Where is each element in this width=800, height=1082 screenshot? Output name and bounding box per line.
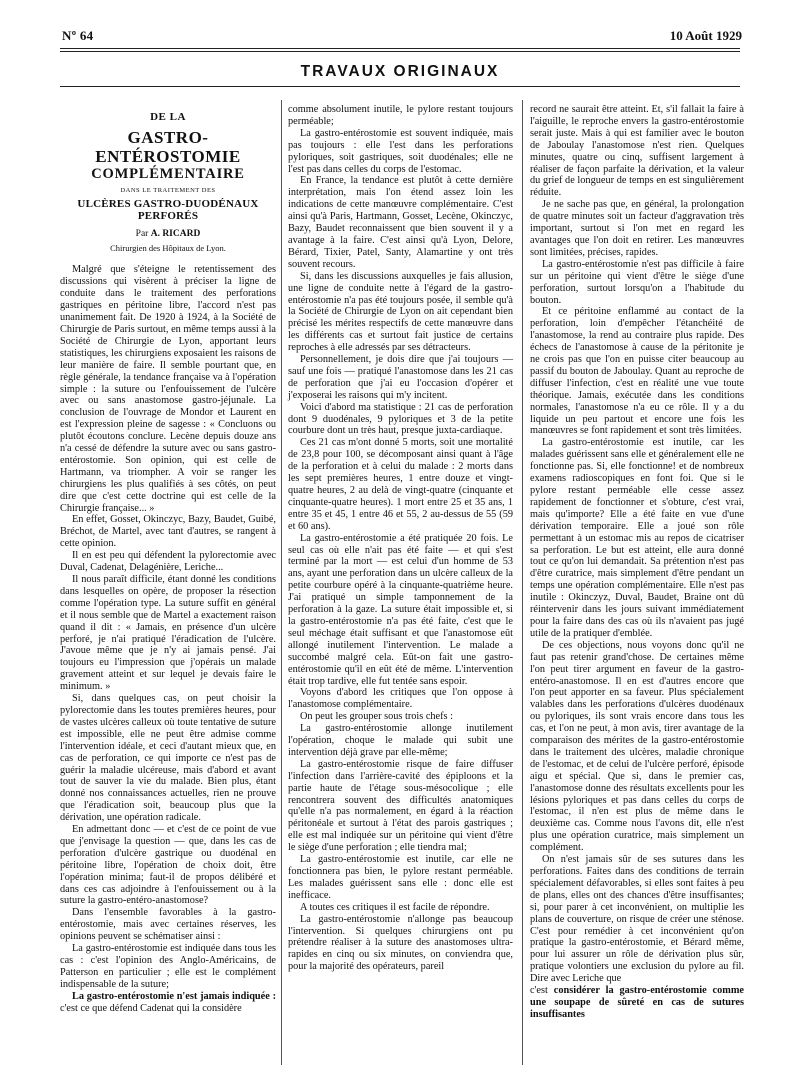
paragraph: La gastro-entérostomie n'est pas difficile à faire sur un péritoine qui vient d'être le siège d'une perforation, surtout lorsqu'on a l'habitude du bouton. bbox=[530, 258, 744, 306]
paragraph: La gastro-entérostomie risque de faire diffuser l'infection dans l'arrière-cavité des épiploons et la partie haute de l'étage sous-mésocolique ; elle rencontrera souvent des difficultés anatomiques qu'elle n'a pas normalement, en égard à la réaction péritonéale et surtout à l'état des parois gastriques ; elle est mal indiquée sur un péritoine qui vient d'être le siège d'une perforation ; elle tiendra mal; bbox=[288, 758, 513, 854]
paragraph: Il nous paraît difficile, étant donné les conditions dans lesquelles on opère, de proposer la résection comme l'opération type. La suture suffit en général et il nous semble que de Martel a exactement raison quand il dit : « Jamais, en présence d'un ulcère perforé, je n'ai pratiqué l'éradication de l'ulcère. J'avoue même que je n'y ai jamais pensé. J'ai toujours eu l'impression que j'opérais un malade gravement atteint et sur lequel je devais faire le minimum. » bbox=[60, 574, 276, 693]
issue-date: 10 Août 1929 bbox=[669, 28, 742, 43]
article-byline bbox=[60, 229, 276, 241]
author-affiliation: Chirurgien des Hôpitaux de Lyon. bbox=[110, 242, 226, 253]
byline-prefix: Par bbox=[135, 228, 149, 239]
article-heading bbox=[60, 112, 276, 254]
header-rule-top bbox=[60, 48, 740, 49]
paragraph: Voici d'abord ma statistique : 21 cas de perforation dont 9 duodénales, 9 pyloriques et 3 de la petite courbure dont un très haut, presque juxta-cardiaque. bbox=[288, 401, 513, 437]
paragraph: Voyons d'abord les critiques que l'on oppose à l'anastomose complémentaire. bbox=[288, 687, 513, 711]
column-divider-1 bbox=[281, 100, 282, 1065]
paragraph: Personnellement, je dois dire que j'ai toujours — sauf une fois — pratiqué l'anastomose dans les 21 cas de perforation que j'ai eu l'occasion d'opérer et j'exposerai les raisons qui m'y incitent. bbox=[288, 354, 513, 401]
column-2 bbox=[288, 104, 513, 973]
paragraph-text: c'est ce que défend Cadenat qui la considère bbox=[60, 1002, 242, 1014]
paragraph: En France, la tendance est plutôt à cette dernière interprétation, mais l'on étend assez loin les indications de cette manœuvre complémentaire. C'est ainsi qu'à Paris, Hartmann, Gosset, Lecène, Okinczyc, Bazy, Baudet reconnaissent que bien souvent il y a avantage à la faire. C'est ainsi qu'à Lyon, Delore, Bérard, Tixier, Patel, Santy, Alamartine y ont très souvent recours. bbox=[288, 175, 513, 270]
paragraph: La gastro-entérostomie est souvent indiquée, mais pas toujours : elle l'est dans les perforations pyloriques, soit gastriques, soit duodénales; elle ne l'est pas dans celles du corps de l'estomac. bbox=[288, 127, 513, 175]
paragraph: Il en est peu qui défendent la pylorectomie avec Duval, Cadenat, Delagénière, Leriche... bbox=[60, 550, 276, 574]
paragraph: comme absolument inutile, le pylore restant toujours perméable; bbox=[288, 104, 513, 127]
paragraph: record ne saurait être atteint. Et, s'il fallait la faire à l'aiguille, le reproche envers la gastro-entérostomie serait juste. Mais à qui est familier avec le bouton de Jaboulay l'anastomose n'est rien. Quelques minutes, quatre ou cinq, suffisent largement à réaliser de façon parfaite la dérivation, et la valeur du grief de longueur de temps en est singulièrement réduite. bbox=[530, 104, 744, 199]
paragraph: Et ce péritoine enflammé au contact de la perforation, loin d'empêcher l'étanchéité de l'anastomose, la rend au contraire plus rapide. Des échecs de l'anastomose à cause de la péritonite je ne crois pas que l'on en puisse citer beaucoup au passif du bouton de Jaboulay. Quant au reproche de diffuser l'infection, c'est en réalité une vue toute théorique. Jamais, exécutée dans les conditions normales, l'anastomose n'a eu ce rôle. Il y a du liquide un peu partout et encore une fois les manœuvres se font rapidement et sont très limitées. bbox=[530, 306, 744, 437]
paragraph: En effet, Gosset, Okinczyc, Bazy, Baudet, Guibé, Bréchot, de Martel, avec tant d'autres, se rangent à cette opinion. bbox=[60, 514, 276, 550]
article-title-subject: ULCÈRES GASTRO-DUODÉNAUX PERFORÉS bbox=[77, 197, 259, 222]
article-title-prefix: DE LA bbox=[150, 111, 186, 123]
paragraph: Dans l'ensemble favorables à la gastro-entérostomie, mais avec certaines réserves, les opinions peuvent se schématiser ainsi : bbox=[60, 907, 276, 943]
paragraph: La gastro-entérostomie a été pratiquée 20 fois. Le seul cas où elle n'ait pas été faite — et qui s'est terminé par la mort — est celui d'un homme de 53 ans, ayant une perforation dans un ulcère calleux de la petite courbure opéré à la cinquante-quatrième heure. J'ai pratiqué un simple tamponnement de la perforation à la gaze. La suture était impossible et, si la gastro-entérostomie n'a pas été faite, c'est que le seul méchage était suffisant et que l'anastomose eût allongé inutilement l'intervention. Le malade a succombé malgré cela. Eût-on fait une gastro-entérostomie qu'il en eût été de même. L'intervention était trop tardive, elle fut tentée sans espoir. bbox=[288, 532, 513, 687]
paragraph: Malgré que s'éteigne le retentissement des discussions qui visèrent à préciser la ligne de conduite dans le traitement des perforations gastriques en péritoine libre, l'accord n'est pas unanimement fait. De 1920 à 1924, à la Société de Chirurgie de Paris surtout, en même temps aussi à la Société de Chirurgie de Lyon, apportant leurs statistiques, les chirurgiens exposaient les raisons de leur manière de faire. Il semble pourtant que, en règle générale, la tendance française va à l'opération simple : la suture ou l'enfouissement de l'ulcère avec ou sans anastomose gastro-jéjunale. La conclusion de l'ouvrage de Mondor et Laurent en est l'expression pleine de sagesse : « Concluons ou plutôt écoutons conclure. Lecène depuis douze ans n'a cessé de défendre la suture avec ou sans gastro-entérostomie. Son opinion, qui est celle de Hartmann, va triompher. A voir se ranger les chirurgiens les plus qualifiés à ses côtés, on peut dire que c'est cette doctrine qui est celle de la Chirurgie française... » bbox=[60, 264, 277, 514]
paragraph: La gastro-entérostomie allonge inutilement l'opération, choque le malade qui subit une intervention déjà grave par elle-même; bbox=[288, 723, 513, 758]
author-name: A. RICARD bbox=[150, 228, 201, 239]
paragraph bbox=[60, 991, 276, 1015]
paragraph: A toutes ces critiques il est facile de répondre. bbox=[300, 901, 490, 913]
paragraph: On peut les grouper sous trois chefs : bbox=[300, 711, 453, 723]
column-1 bbox=[60, 104, 276, 1015]
paragraph: Je ne sache pas que, en général, la prolongation de quatre minutes soit un facteur d'aggravation très important, surtout si l'on met en regard les avantages que l'on doit en retirer. Les manœuvres sont limitées, précises, rapides. bbox=[530, 199, 744, 258]
paragraph: En admettant donc — et c'est de ce point de vue que j'envisage la question — que, dans les cas de perforation d'ulcère gastrique ou duodénal en péritoine libre, l'opération de choix doit, être l'opération minima; faut-il de propos délibéré et dans ces cas adjoindre à l'enfouissement ou à la suture la gastro-entéro-anastomose? bbox=[60, 824, 276, 907]
column-divider-2 bbox=[522, 100, 523, 1065]
paragraph-text: c'est bbox=[530, 985, 554, 997]
paragraph: Ces 21 cas m'ont donné 5 morts, soit une mortalité de 23,8 pour 100, se décomposant ainsi quant à l'âge de la perforation et à celui du malade : 2 morts dans les sept premières heures, 1 entre douze et vingt-quatre heures, 2 au delà de vingt-quatre (cinquante et cinquante-quatre heures). 1 mort entre 25 et 35 ans, 1 entre 35 et 45, 1 entre 46 et 55, 2 au-dessus de 55 (59 et 60 ans). bbox=[288, 437, 513, 532]
bold-phrase: La gastro-entérostomie n'est jamais indiquée : bbox=[72, 990, 276, 1002]
article-title-second: COMPLÉMENTAIRE bbox=[91, 165, 245, 182]
section-rule bbox=[60, 86, 740, 87]
article-title-main: GASTRO-ENTÉROSTOMIE bbox=[95, 127, 241, 166]
paragraph: On n'est jamais sûr de ses sutures dans les perforations. Faites dans des conditions de terrain spécialement défavorables, si elles sont faites à peu de plans, elles ont des chances d'être insuffisantes; si, pour parer à cet inconvénient, on multiplie les plans de couverture, on risque de créer une sténose. C'est pour remédier à cet inconvénient qu'on pratique la gastro-entérostomie, et Bérard même, pour lui assurer un rôle de dérivation plus sûr, pratique volontiers une exclusion du pylore au fil. Dire avec Leriche que bbox=[530, 854, 744, 985]
paragraph: La gastro-entérostomie est inutile, car elle ne fonctionnera pas bien, le pylore restant perméable. Les malades guérissent sans elle : donc elle est inefficace. bbox=[288, 854, 513, 901]
paragraph: La gastro-entérostomie est inutile, car les malades guérissent sans elle et généralement elle ne fonctionne pas. Si, elle fonctionne! et de nombreux examens radioscopiques en font foi. Que si le pylore restant perméable elle cesse assez rapidement de fonctionner et s'obture, c'est vrai, mais qu'importe? Elle a été faite en vue d'une dérivation temporaire. Elle a joué son rôle permettant à un estomac mis au repos de cicatriser sa perforation. Le but est atteint, elle aura donné tout ce qu'on lui demandait. Sa prétention n'est pas d'être curatrice, mais simplement d'être pendant un temps une opération complémentaire. Elle n'est pas inutile : Okinczyz, Duval, Baudet, Braine ont dû réintervenir dans les jours suivant immédiatement pour la faire dans des cas où ils n'avaient pas jugé utile de la pratiquer d'emblée. bbox=[530, 437, 744, 639]
paragraph: Si, dans quelques cas, on peut choisir la pylorectomie dans les toutes premières heures, pour de vastes ulcères calleux où toute tentative de suture est impossible, elle ne peut être admise comme l'intervention idéale, et ceci d'autant mieux que, en cas de perforation, ce qui importe ce n'est pas de guérir la maladie ulcéreuse, mais d'abord et avant tout de sauver la vie du malade. Bien plus, étant donné nos connaissances actuelles, rien ne prouve que l'éradication soit, beaucoup plus que la dérivation, une opération radicale. bbox=[60, 693, 276, 824]
paragraph: De ces objections, nous voyons donc qu'il ne faut pas retenir grand'chose. De certaines même l'on peut tirer argument en faveur de la gastro-entéro-anastomose. Il en est d'autres encore que l'on peut apporter en sa faveur. Plus spécialement valables dans les perforations d'ulcères duodénaux ou pyloriques, ils sont vrais encore dans tous les cas, et l'on ne peut, à mon avis, tirer avantage de la comparaison des mérites de la gastro-entérostomie dans le traitement des ulcères, maladie chronique de l'estomac, et de celui de l'ulcère perforé, épisode aigu et spécial. Que si, dans le premier cas, l'anastomose donne des résultats excellents pour les lésions pyloriques et pas dans celles du corps de l'estomac, il n'en est plus de même dans le deuxième cas. Comme nous l'avons dit, elle n'est plus une opération curatrice, mais simplement un complément. bbox=[530, 639, 744, 854]
paragraph: La gastro-entérostomie est indiquée dans tous les cas : c'est l'opinion des Anglo-Américains, de Patterson en particulier ; elle est le complément indispensable de la suture; bbox=[60, 943, 276, 990]
paragraph: La gastro-entérostomie n'allonge pas beaucoup l'intervention. Si quelques chirurgiens ont pu prétendre réaliser à la suture des anastomoses ultra-rapides en cinq ou six minutes, on conviendra que, pour la majorité des opérateurs, pareil bbox=[288, 913, 513, 973]
paragraph: Si, dans les discussions auxquelles je fais allusion, une ligne de conduite nette à l'égard de la gastro-entérostomie n'a pas été toujours posée, il semble qu'à la Société de Chirurgie de Lyon on ait cependant bien précisé les mérites respectifs de cette manœuvre dans les différents cas et surtout fait justice de certains reproches à elle adressés par ses détracteurs. bbox=[288, 270, 513, 354]
article-title-small: DANS LE TRAITEMENT DES bbox=[120, 186, 216, 194]
header-rule-double bbox=[60, 51, 740, 52]
paragraph bbox=[530, 985, 744, 1021]
column-3 bbox=[530, 104, 744, 1021]
issue-number: Nº 64 bbox=[62, 28, 94, 43]
bold-phrase: considérer la gastro-entérostomie comme une soupape de sûreté en cas de sutures insuffisantes bbox=[530, 985, 744, 1020]
section-title: TRAVAUX ORIGINAUX bbox=[300, 63, 500, 80]
